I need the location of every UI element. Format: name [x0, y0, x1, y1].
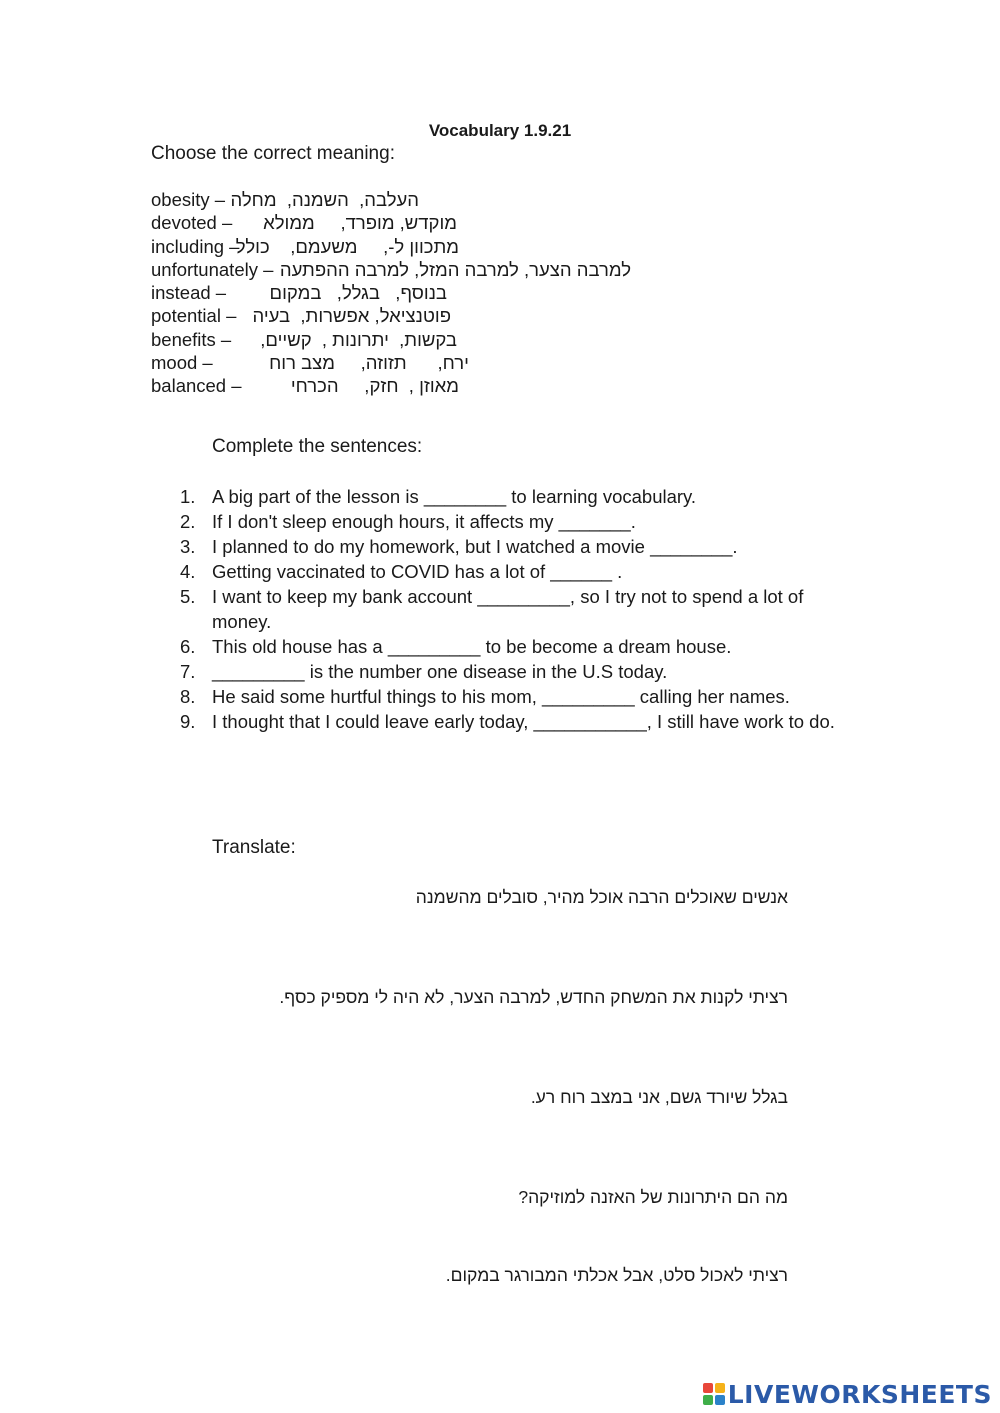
sentence-item	[180, 584, 850, 634]
vocab-options[interactable]: מוקדש, מופרד, ממולא	[263, 212, 457, 234]
vocab-options[interactable]: בקשות, יתרונות , קשיים,	[260, 328, 457, 350]
translate-sentence[interactable]: מה הם היתרונות של האזנה למוזיקה?	[518, 1187, 788, 1207]
sentence-text[interactable]: I want to keep my bank account _________, so I try not to spend a lot of money.	[212, 586, 804, 632]
sentence-item	[180, 659, 850, 684]
translate-sentence[interactable]: רציתי לקנות את המשחק החדש, למרבה הצער, לא היה לי מספיק כסף.	[279, 987, 788, 1007]
sentence-item	[180, 634, 850, 659]
sentence-text[interactable]: I planned to do my homework, but I watched a movie ________.	[212, 536, 738, 557]
sentence-number: 1.	[180, 486, 196, 507]
sentence-number: 8.	[180, 686, 196, 707]
logo-square-icon	[703, 1383, 713, 1393]
sentence-number: 3.	[180, 536, 196, 557]
sentence-item	[180, 534, 850, 559]
sentence-text[interactable]: If I don't sleep enough hours, it affects my _______.	[212, 511, 636, 532]
vocab-word: balanced –	[151, 375, 242, 397]
translate-sentence[interactable]: רציתי לאכול סלט, אבל אכלתי המבורגר במקום.	[445, 1265, 788, 1285]
sentence-text[interactable]: This old house has a _________ to be become a dream house.	[212, 636, 732, 657]
vocab-item[interactable]	[151, 235, 671, 258]
logo-grid-icon	[703, 1383, 725, 1405]
vocab-item[interactable]	[151, 374, 671, 397]
page-title: Vocabulary 1.9.21	[428, 121, 572, 140]
sentence-item	[180, 509, 850, 534]
vocab-item[interactable]	[151, 188, 671, 211]
sentence-text[interactable]: He said some hurtful things to his mom, _________ calling her names.	[212, 686, 790, 707]
sentence-item	[180, 484, 850, 509]
sentence-text[interactable]: _________ is the number one disease in the U.S today.	[212, 661, 668, 682]
liveworksheets-logo	[703, 1376, 992, 1412]
sentence-item	[180, 559, 850, 584]
vocab-options[interactable]: בנוסף, בגלל, במקום	[269, 282, 447, 304]
vocab-options[interactable]: העלבה, השמנה, מחלה	[230, 189, 419, 210]
vocab-options[interactable]: מתכוון ל-, משעמם, כולל	[235, 235, 459, 257]
translate-sentence[interactable]: אנשים שאוכלים הרבה אוכל מהיר, סובלים מהשמנה	[415, 887, 788, 907]
vocabulary-list	[151, 188, 671, 398]
vocab-word: mood –	[151, 352, 213, 374]
vocab-word: including –	[151, 235, 240, 257]
vocab-options[interactable]: ירח, תזוזה, מצב רוח	[269, 352, 469, 374]
vocab-options[interactable]: מאוזן , חזק, הכרחי	[290, 375, 459, 397]
sentence-list	[180, 484, 850, 734]
sentence-number: 2.	[180, 511, 196, 532]
logo-text: LIVEWORKSHEETS	[727, 1379, 992, 1409]
sentence-number: 7.	[180, 661, 196, 682]
sentence-text[interactable]: I thought that I could leave early today, ___________, I still have work to do.	[212, 711, 835, 732]
vocab-item[interactable]	[151, 281, 671, 304]
vocab-item[interactable]	[151, 351, 671, 374]
vocab-word: devoted –	[151, 212, 233, 234]
sentence-number: 9.	[180, 711, 196, 732]
vocab-word: potential –	[151, 305, 237, 327]
vocab-word: benefits –	[151, 328, 232, 350]
vocab-options[interactable]: פוטנציאל, אפשרות, בעיה	[252, 305, 451, 327]
vocab-item[interactable]	[151, 258, 671, 281]
sentence-item	[180, 709, 850, 734]
vocab-item[interactable]	[151, 211, 671, 234]
sentence-text[interactable]: Getting vaccinated to COVID has a lot of ______ .	[212, 561, 623, 582]
vocab-word: instead –	[151, 282, 227, 304]
logo-square-icon	[703, 1395, 713, 1405]
section3-instruction: Translate:	[212, 837, 296, 858]
sentence-number: 4.	[180, 561, 196, 582]
vocab-item[interactable]	[151, 304, 671, 327]
logo-square-icon	[715, 1395, 725, 1405]
sentence-item	[180, 684, 850, 709]
vocab-word: unfortunately –	[151, 258, 274, 280]
section1-instruction: Choose the correct meaning:	[151, 143, 395, 164]
section2-instruction: Complete the sentences:	[212, 436, 423, 457]
vocab-word: obesity –	[151, 189, 226, 210]
sentence-number: 6.	[180, 636, 196, 657]
sentence-text[interactable]: A big part of the lesson is ________ to learning vocabulary.	[212, 486, 697, 507]
vocab-options[interactable]: למרבה הצער, למרבה המזל, למרבה ההפתעה	[279, 258, 631, 280]
vocab-item[interactable]	[151, 328, 671, 351]
sentence-number: 5.	[180, 586, 196, 607]
translate-sentence[interactable]: בגלל שיורד גשם, אני במצב רוח רע.	[530, 1087, 788, 1107]
logo-square-icon	[715, 1383, 725, 1393]
